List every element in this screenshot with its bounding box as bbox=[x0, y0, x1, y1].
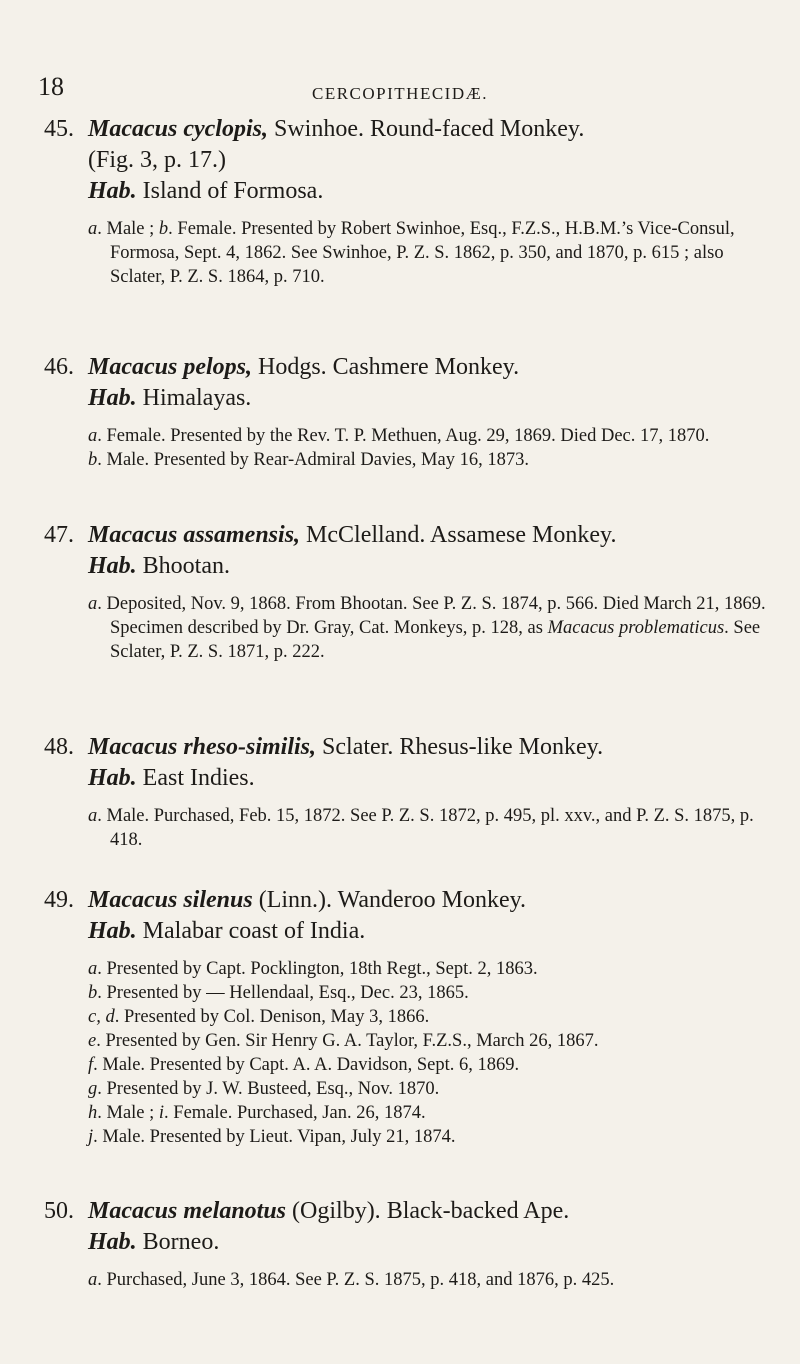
authority: McClelland. bbox=[306, 522, 426, 548]
species-name: Macacus rheso-similis, bbox=[88, 734, 317, 760]
authority: (Ogilby). bbox=[292, 1198, 381, 1224]
specimen-line: f. Male. Presented by Capt. A. A. Davidson, Sept. 6, 1869. bbox=[88, 1055, 520, 1075]
species-name: Macacus silenus bbox=[88, 887, 253, 913]
habitat-label: Hab. bbox=[88, 1229, 137, 1255]
specimen-line: b. Male. Presented by Rear-Admiral Davies, May 16, 1873. bbox=[88, 450, 529, 470]
habitat-value: East Indies. bbox=[142, 765, 255, 791]
running-head: CERCOPITHECIDÆ. bbox=[312, 84, 488, 103]
authority: Hodgs. bbox=[258, 354, 327, 380]
authority: Swinhoe. bbox=[273, 116, 364, 142]
specimen-line: c, d. Presented by Col. Denison, May 3, 1866. bbox=[88, 1007, 430, 1027]
habitat-label: Hab. bbox=[88, 918, 137, 944]
entry-number: 50. bbox=[44, 1198, 74, 1224]
common-name: Black-backed Ape. bbox=[386, 1198, 570, 1224]
entry-heading bbox=[44, 732, 774, 763]
specimen-line: a. Presented by Capt. Pocklington, 18th Regt., Sept. 2, 1863. bbox=[88, 959, 538, 979]
species-entry bbox=[44, 114, 774, 289]
entry-number: 45. bbox=[44, 116, 74, 142]
specimen-list bbox=[44, 957, 774, 1149]
entry-number: 47. bbox=[44, 522, 74, 548]
specimen-line: e. Presented by Gen. Sir Henry G. A. Taylor, F.Z.S., March 26, 1867. bbox=[88, 1031, 599, 1051]
specimen-line: a. Female. Presented by the Rev. T. P. Methuen, Aug. 29, 1869. Died Dec. 17, 1870. bbox=[88, 426, 710, 446]
authority: Sclater. bbox=[322, 734, 394, 760]
figure-reference: (Fig. 3, p. 17.) bbox=[88, 147, 226, 173]
species-entry bbox=[44, 520, 774, 664]
habitat bbox=[44, 176, 774, 207]
habitat-label: Hab. bbox=[88, 765, 137, 791]
entry-number: 49. bbox=[44, 887, 74, 913]
specimen-line: a. Male ; b. Female. Presented by Robert Swinhoe, Esq., F.Z.S., H.B.M.’s Vice-Consul, Formosa, Sept. 4, 1862. See Swinhoe, P. Z. S. 1862, p. 350, and 1870, p. 615 ; also Sclater, P. Z. S. 1864, p. 710. bbox=[88, 219, 735, 287]
species-name: Macacus pelops, bbox=[88, 354, 252, 380]
species-entry bbox=[44, 885, 774, 1149]
habitat bbox=[44, 383, 774, 414]
habitat-value: Himalayas. bbox=[142, 385, 252, 411]
specimen-line: a. Deposited, Nov. 9, 1868. From Bhootan. See P. Z. S. 1874, p. 566. Died March 21, 1869. Specimen described by Dr. Gray, Cat. Monkeys, p. 128, as Macacus problematicus. See Sclater, P. Z. S. 1871, p. 222. bbox=[88, 594, 766, 662]
specimen-line: a. Male. Purchased, Feb. 15, 1872. See P. Z. S. 1872, p. 495, pl. xxv., and P. Z. S. 1875, p. 418. bbox=[88, 806, 754, 850]
specimen-line: g. Presented by J. W. Busteed, Esq., Nov. 1870. bbox=[88, 1079, 440, 1099]
specimen-list bbox=[44, 217, 774, 289]
common-name: Round-faced Monkey. bbox=[369, 116, 585, 142]
entry-heading bbox=[44, 114, 774, 145]
habitat bbox=[44, 1227, 774, 1258]
habitat-value: Borneo. bbox=[142, 1229, 220, 1255]
habitat-label: Hab. bbox=[88, 178, 137, 204]
entry-heading bbox=[44, 352, 774, 383]
species-name: Macacus cyclopis, bbox=[88, 116, 268, 142]
common-name: Cashmere Monkey. bbox=[332, 354, 520, 380]
entry-heading bbox=[44, 885, 774, 916]
habitat bbox=[44, 916, 774, 947]
species-entry bbox=[44, 352, 774, 472]
specimen-list bbox=[44, 592, 774, 664]
common-name: Rhesus-like Monkey. bbox=[399, 734, 604, 760]
habitat-label: Hab. bbox=[88, 385, 137, 411]
habitat bbox=[44, 551, 774, 582]
habitat-value: Island of Formosa. bbox=[142, 178, 324, 204]
specimen-line: j. Male. Presented by Lieut. Vipan, July 21, 1874. bbox=[88, 1127, 456, 1147]
habitat-value: Malabar coast of India. bbox=[142, 918, 366, 944]
specimen-list bbox=[44, 424, 774, 472]
habitat-value: Bhootan. bbox=[142, 553, 230, 579]
species-name: Macacus melanotus bbox=[88, 1198, 287, 1224]
specimen-list bbox=[44, 1268, 774, 1292]
specimen-list bbox=[44, 804, 774, 852]
specimen-line: h. Male ; i. Female. Purchased, Jan. 26, 1874. bbox=[88, 1103, 426, 1123]
specimen-line: b. Presented by — Hellendaal, Esq., Dec. 23, 1865. bbox=[88, 983, 469, 1003]
common-name: Wanderoo Monkey. bbox=[337, 887, 527, 913]
entry-number: 46. bbox=[44, 354, 74, 380]
specimen-line: a. Purchased, June 3, 1864. See P. Z. S. 1875, p. 418, and 1876, p. 425. bbox=[88, 1270, 615, 1290]
species-entry bbox=[44, 732, 774, 852]
habitat bbox=[44, 763, 774, 794]
entry-heading bbox=[44, 1196, 774, 1227]
species-entry bbox=[44, 1196, 774, 1292]
species-name: Macacus assamensis, bbox=[88, 522, 301, 548]
habitat-label: Hab. bbox=[88, 553, 137, 579]
entry-heading bbox=[44, 520, 774, 551]
page-number: 18 bbox=[38, 72, 64, 101]
common-name: Assamese Monkey. bbox=[430, 522, 617, 548]
authority: (Linn.). bbox=[258, 887, 333, 913]
entry-number: 48. bbox=[44, 734, 74, 760]
